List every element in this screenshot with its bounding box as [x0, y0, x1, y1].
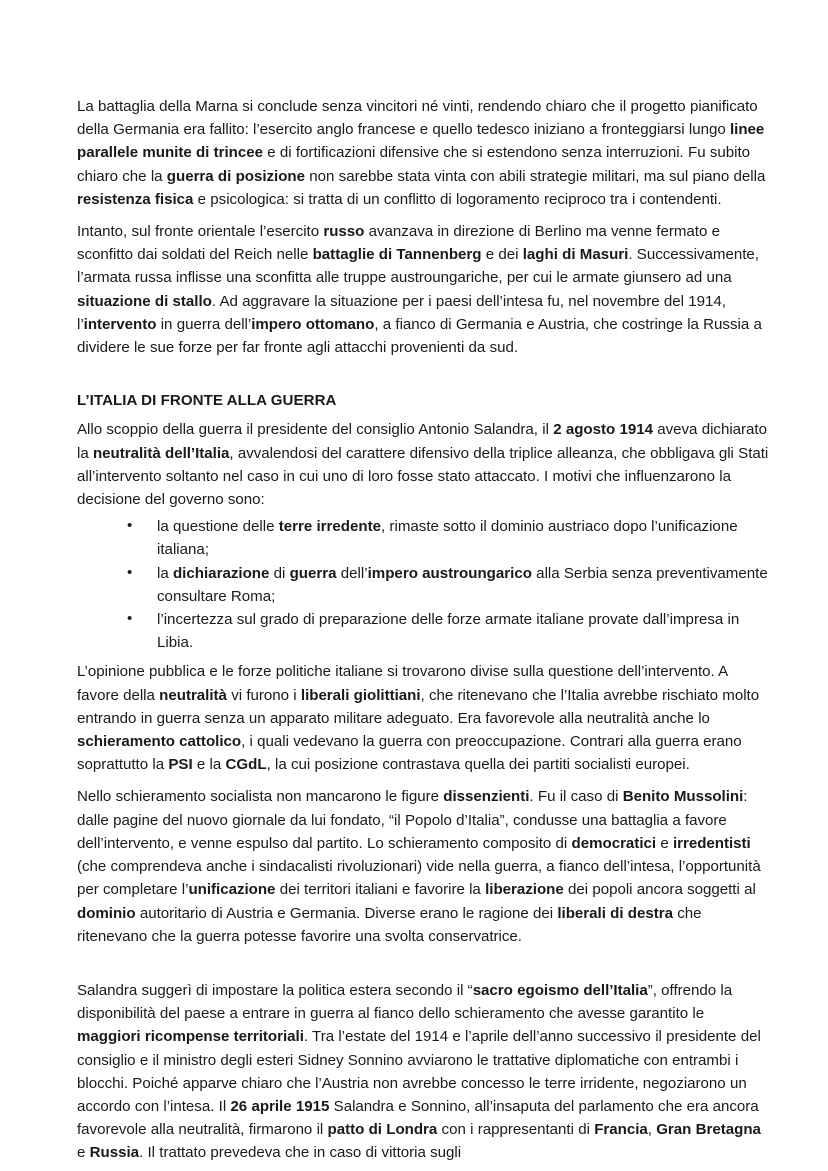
- body-text: dei territori italiani e favorire la: [275, 881, 486, 899]
- paragraph-neutralita-italia: [77, 418, 770, 511]
- body-text: Nello schieramento socialista non mancarono le figure: [77, 788, 444, 806]
- document-body: [77, 95, 770, 1165]
- body-text: , i quali vedevano la guerra con preoccupazione. Contrari alla guerra erano soprattutto la: [77, 733, 742, 774]
- paragraph-battaglia-marna: [77, 95, 770, 211]
- list-item-text: [157, 611, 739, 651]
- body-text: e la: [192, 756, 226, 774]
- body-text: Salandra suggerì di impostare la politica estera secondo il “: [77, 981, 473, 999]
- body-text: l’incertezza sul grado di preparazione delle forze armate italiane provate dall’impresa in Libia.: [157, 611, 740, 652]
- body-text: avanzava in direzione di Berlino ma venne fermato e sconfitto dai soldati del Reich nelle: [77, 223, 720, 264]
- body-text: . Fu il caso di: [529, 788, 623, 806]
- body-text: la: [157, 564, 173, 582]
- bold-text: laghi di Masuri: [522, 246, 629, 264]
- bold-text: battaglie di Tannenberg: [312, 246, 482, 264]
- bold-text: unificazione: [188, 881, 276, 899]
- body-text: dei popoli ancora soggetti al: [563, 881, 756, 899]
- bold-text: maggiori ricompense territoriali: [77, 1028, 304, 1046]
- vertical-spacer: [77, 359, 770, 389]
- heading-italia-di-fronte-alla-guerra: L’ITALIA DI FRONTE ALLA GUERRA: [77, 392, 337, 410]
- body-text: , a fianco di Germania e Austria, che costringe la Russia a dividere le sue forze per far fronte agli attacchi provenienti da sud.: [77, 315, 762, 357]
- bold-text: 26 aprile 1915: [230, 1097, 330, 1115]
- bold-text: liberazione: [485, 881, 564, 899]
- body-text: , che ritenevano che l’Italia avrebbe rischiato molto entrando in guerra senza un apparato militare adeguato. Era favorevole alla neutralità anche lo: [77, 686, 760, 727]
- bold-text: impero ottomano: [251, 315, 375, 333]
- body-text: . Ad aggravare la situazione per i paesi dell’intesa fu, nel novembre del 1914, l’: [77, 292, 726, 333]
- bold-text: situazione di stallo: [77, 292, 212, 310]
- paragraph-spacer: [77, 948, 770, 979]
- body-text: e psicologica: si tratta di un conflitto di logoramento reciproco tra i contendenti.: [193, 190, 722, 208]
- body-text: , avvalendosi del carattere difensivo della triplice alleanza, che obbligava gli Stati all’intervento soltanto nel caso in cui uno di loro fosse stato attaccato. I motivi che influenzarono la decisione del governo sono:: [77, 444, 769, 509]
- body-text: . Successivamente, l’armata russa inflisse una sconfitta alle truppe austroungariche, per cui le armate giunsero ad una: [77, 246, 759, 287]
- bold-text: liberali di destra: [557, 904, 673, 922]
- body-text: Salandra e Sonnino, all’insaputa del parlamento che era ancora favorevole alla neutralità, firmarono il: [77, 1097, 759, 1139]
- bold-text: neutralità: [159, 686, 227, 704]
- list-item-dichiarazione-guerra: [126, 562, 770, 608]
- body-text: Allo scoppio della guerra il presidente del consiglio Antonio Salandra, il: [77, 421, 554, 439]
- bold-text: guerra: [289, 564, 337, 582]
- bold-text: sacro egoismo dell’Italia: [472, 981, 648, 999]
- body-text: alla Serbia senza preventivamente consultare Roma;: [157, 564, 768, 605]
- body-text: e: [77, 1144, 90, 1162]
- body-text: la questione delle: [157, 518, 279, 536]
- body-text: La battaglia della Marna si conclude senza vincitori né vinti, rendendo chiaro che il progetto pianificato della Germania era fallito: l’esercito anglo francese e quello tedesco iniziano a fronteggiarsi lungo: [77, 98, 758, 139]
- body-text: aveva dichiarato la: [77, 421, 767, 462]
- bold-text: dissenzienti: [443, 788, 530, 806]
- bold-text: dominio: [77, 904, 136, 922]
- bold-text: intervento: [83, 315, 157, 333]
- bold-text: Russia: [89, 1144, 140, 1162]
- paragraph-opinione-pubblica: [77, 660, 770, 776]
- body-text: non sarebbe stata vinta con abili strategie militari, ma sul piano della: [305, 167, 766, 185]
- body-text: in guerra dell’: [156, 315, 252, 333]
- bold-text: dichiarazione: [172, 564, 270, 582]
- list-motivi-decisione-governo: [77, 515, 770, 654]
- body-text: dell’: [336, 564, 368, 582]
- bold-text: CGdL: [225, 756, 267, 774]
- bold-text: schieramento cattolico: [77, 733, 242, 751]
- body-text: e di fortificazioni difensive che si estendono senza interruzioni. Fu subito chiaro che la: [77, 144, 751, 185]
- bold-text: terre irredente: [278, 518, 382, 536]
- bold-text: PSI: [168, 756, 193, 774]
- bold-text: liberali giolittiani: [300, 686, 421, 704]
- body-text: (che comprendeva anche i sindacalisti rivoluzionari) vide nella guerra, a fianco dell’intesa, l’opportunità per completare l’: [77, 858, 761, 899]
- body-text: : dalle pagine del nuovo giornale da lui fondato, “il Popolo d’Italia”, condusse una battaglia a favore dell’intervento, e venne espulso dal partito. Lo schieramento composito di: [77, 788, 748, 852]
- paragraph-sacro-egoismo: [77, 979, 770, 1165]
- list-item-terre-irredente: [126, 515, 770, 561]
- body-text: Intanto, sul fronte orientale l’esercito: [77, 223, 324, 241]
- bold-text: Francia: [594, 1121, 648, 1139]
- body-text: , rimaste sotto il dominio austriaco dopo l’unificazione italiana;: [157, 518, 738, 559]
- body-text: ”, offrendo la disponibilità del paese a entrare in guerra al fianco dello schieramento che avesse garantito le: [77, 981, 733, 1023]
- body-text: e dei: [481, 246, 523, 264]
- bold-text: neutralità dell’Italia: [92, 444, 230, 462]
- body-text: vi furono i: [226, 686, 301, 704]
- list-item-text: [157, 518, 738, 558]
- paragraph-schieramento-socialista: [77, 785, 770, 947]
- bold-text: russo: [323, 223, 365, 241]
- bold-text: democratici: [571, 834, 657, 852]
- paragraph-fronte-orientale: [77, 220, 770, 359]
- bold-text: guerra di posizione: [166, 167, 305, 185]
- list-item-incertezza-forze-armate: [126, 608, 770, 654]
- bold-text: irredentisti: [672, 834, 751, 852]
- bold-text: resistenza fisica: [77, 190, 194, 208]
- bold-text: Benito Mussolini: [622, 788, 744, 806]
- bold-text: patto di Londra: [327, 1121, 438, 1139]
- body-text: L’opinione pubblica e le forze politiche italiane si trovarono divise sulla questione dell’intervento. A favore della: [77, 663, 728, 704]
- body-text: e: [656, 834, 673, 852]
- list-item-text: [157, 565, 768, 605]
- body-text: di: [269, 564, 290, 582]
- body-text: . Il trattato prevedeva che in caso di vittoria sugli: [139, 1144, 462, 1162]
- bold-text: Gran Bretagna: [656, 1121, 761, 1139]
- body-text: . Tra l’estate del 1914 e l’aprile dell’anno successivo il presidente del consiglio e il ministro degli esteri Sidney Sonnino avviarono le trattative diplomatiche con entrambi i blocchi. Poiché apparve chiaro che l’Austria non avrebbe concesso le terre irridente, negoziarono un accordo con l’intesa. Il: [77, 1028, 761, 1115]
- bold-text: 2 agosto 1914: [553, 421, 653, 439]
- body-text: ,: [647, 1121, 657, 1139]
- body-text: con i rappresentanti di: [437, 1121, 595, 1139]
- body-text: autoritario di Austria e Germania. Diverse erano le ragione dei: [135, 904, 558, 922]
- body-text: che ritenevano che la guerra potesse favorire una svolta conservatrice.: [77, 904, 702, 945]
- bold-text: linee parallele munite di trincee: [77, 121, 765, 162]
- bold-text: impero austroungarico: [367, 564, 532, 582]
- body-text: , la cui posizione contrastava quella dei partiti socialisti europei.: [266, 756, 690, 774]
